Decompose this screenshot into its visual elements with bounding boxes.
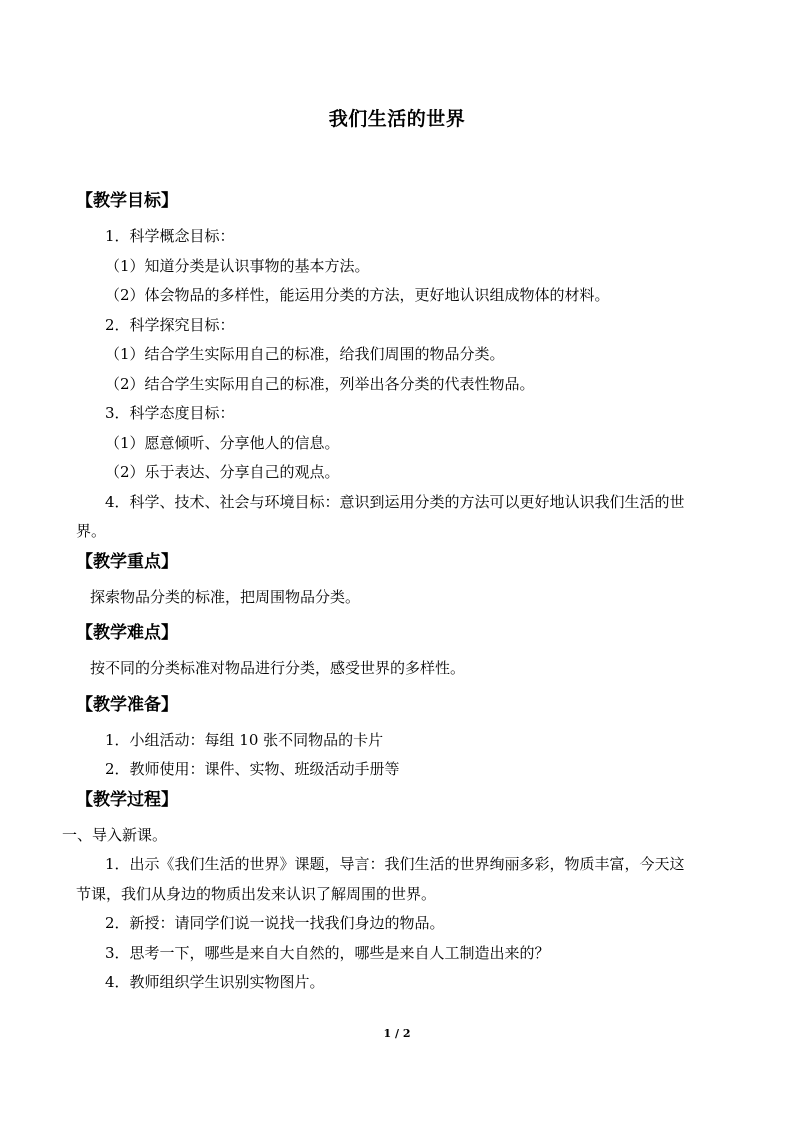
goal-line-1: 1．科学概念目标： [105, 227, 235, 245]
heading-key-points: 【教学重点】 [76, 551, 178, 572]
process-item-1a: 1．出示《我们生活的世界》课题，导言：我们生活的世界绚丽多彩，物质丰富，今天这 [105, 855, 685, 873]
difficulties-text: 按不同的分类标准对物品进行分类，感受世界的多样性。 [90, 659, 466, 677]
goal-line-10b: 界。 [76, 522, 107, 540]
goal-line-6: （2）结合学生实际用自己的标准，列举出各分类的代表性物品。 [105, 374, 535, 393]
process-item-4: 4．教师组织学生识别实物图片。 [105, 973, 325, 991]
preparation-line-1: 1．小组活动：每组 10 张不同物品的卡片 [105, 730, 384, 749]
goal-line-8: （1）愿意倾听、分享他人的信息。 [105, 433, 340, 452]
goal-line-3: （2）体会物品的多样性，能运用分类的方法，更好地认识组成物体的材料。 [105, 286, 610, 304]
key-points-text: 探索物品分类的标准，把周围物品分类。 [90, 587, 361, 606]
heading-difficulties: 【教学难点】 [76, 623, 178, 643]
goal-line-7: 3．科学态度目标： [105, 404, 235, 422]
process-item-1b: 节课，我们从身边的物质出发来认识了解周围的世界。 [76, 884, 437, 903]
goal-line-10a: 4．科学、技术、社会与环境目标：意识到运用分类的方法可以更好地认识我们生活的世 [105, 492, 685, 511]
process-item-2: 2．新授：请同学们说一说找一找我们身边的物品。 [105, 914, 445, 932]
heading-process: 【教学过程】 [76, 789, 178, 810]
goal-line-5: （1）结合学生实际用自己的标准，给我们周围的物品分类。 [105, 345, 505, 363]
goal-line-9: （2）乐于表达、分享自己的观点。 [105, 463, 340, 481]
heading-preparation: 【教学准备】 [76, 694, 178, 715]
goal-line-2: （1）知道分类是认识事物的基本方法。 [105, 256, 370, 275]
process-intro: 一、导入新课。 [62, 825, 168, 844]
document-title: 我们生活的世界 [328, 108, 466, 130]
page-number: 1 / 2 [383, 1027, 411, 1040]
process-item-3: 3．思考一下，哪些是来自大自然的，哪些是来自人工制造出来的？ [105, 943, 550, 962]
document-body [62, 186, 722, 998]
preparation-line-2: 2．教师使用：课件、实物、班级活动手册等 [105, 760, 400, 778]
goal-line-4: 2．科学探究目标： [105, 315, 235, 334]
heading-teaching-goals: 【教学目标】 [76, 191, 178, 211]
